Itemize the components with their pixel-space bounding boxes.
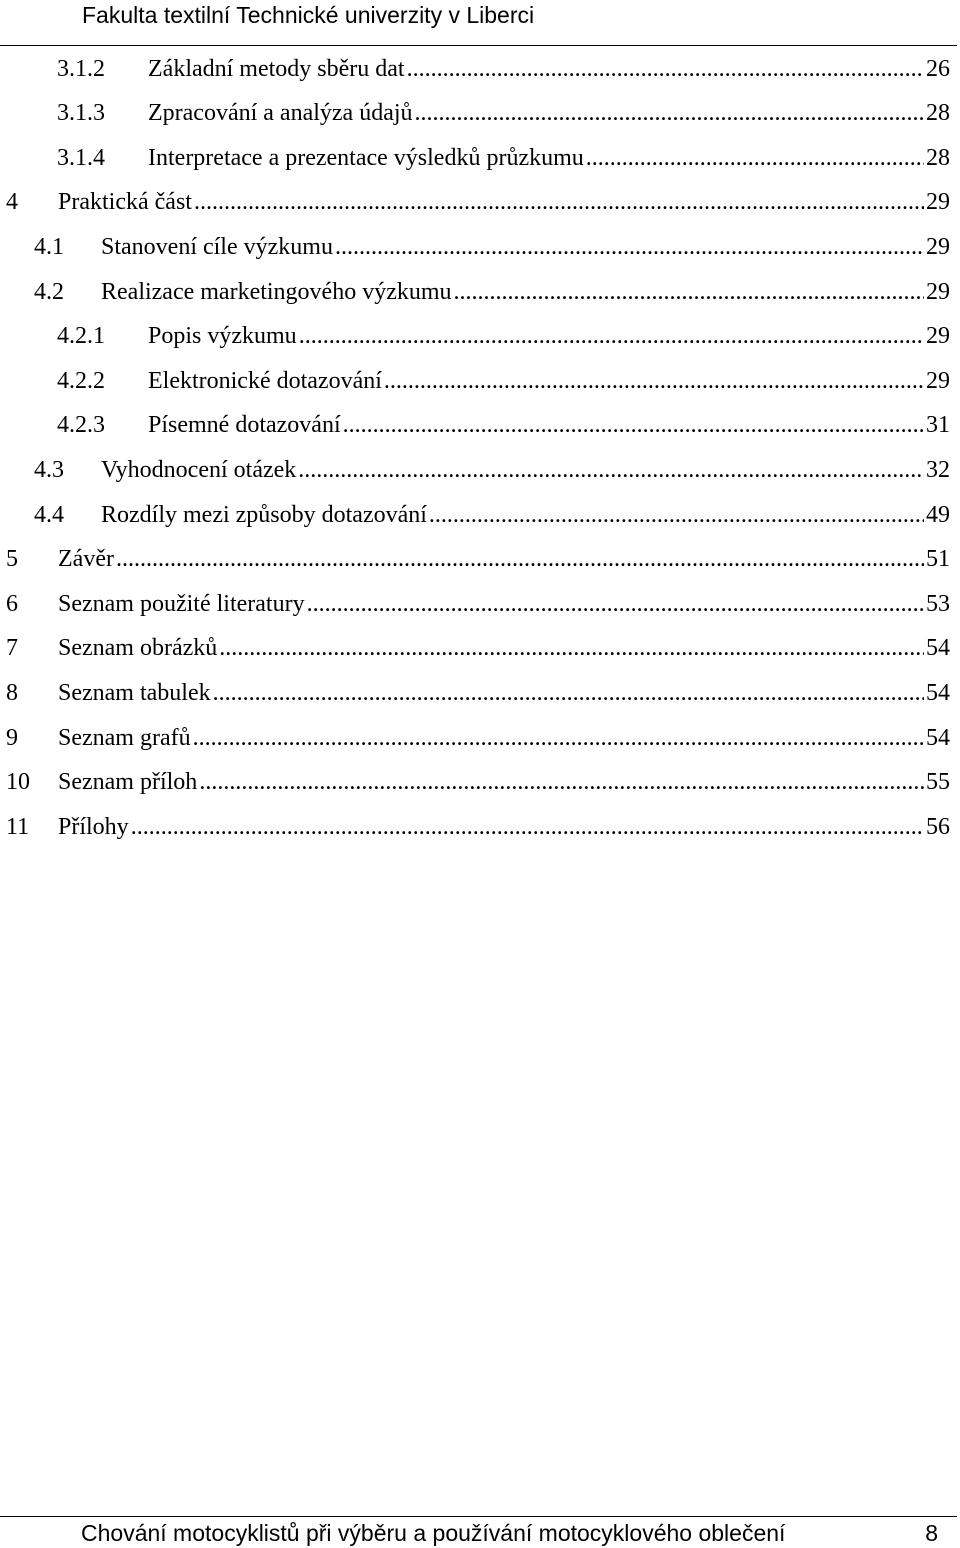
toc-entry-title: Seznam příloh <box>58 769 198 796</box>
toc-dot-leader <box>454 279 924 306</box>
toc-entry[interactable] <box>57 359 950 403</box>
toc-entry-title: Přílohy <box>58 813 129 840</box>
toc-dot-leader <box>407 56 924 83</box>
header-divider <box>0 45 957 46</box>
toc-entry-number: 4 <box>6 189 18 216</box>
toc-entry-title: Seznam použité literatury <box>58 590 305 617</box>
toc-entry-number: 4.2.2 <box>57 367 105 394</box>
toc-entry[interactable] <box>57 47 950 91</box>
toc-entry[interactable] <box>34 448 950 492</box>
toc-dot-leader <box>335 234 924 261</box>
toc-entry-title: Interpretace a prezentace výsledků průzkumu <box>148 144 584 171</box>
toc-entry-number: 7 <box>6 635 18 662</box>
toc-entry-title: Zpracování a analýza údajů <box>148 100 413 127</box>
toc-entry-number: 3.1.4 <box>57 144 105 171</box>
page-number: 8 <box>925 1520 938 1546</box>
toc-entry-page: 28 <box>926 100 950 127</box>
toc-entry-number: 8 <box>6 679 18 706</box>
toc-entry-title: Elektronické dotazování <box>148 367 382 394</box>
toc-dot-leader <box>194 189 924 216</box>
toc-entry-page: 54 <box>926 724 950 751</box>
toc-entry-title: Seznam tabulek <box>58 679 211 706</box>
toc-dot-leader <box>193 725 924 752</box>
footer-title: Chování motocyklistů při výběru a používání motocyklového oblečení <box>81 1520 786 1546</box>
toc-entry-title: Základní metody sběru dat <box>148 55 405 82</box>
toc-dot-leader <box>415 100 924 127</box>
toc-entry-page: 29 <box>926 278 950 305</box>
header-title: Fakulta textilní Technické univerzity v Liberci <box>82 2 535 28</box>
toc-entry[interactable] <box>57 315 950 359</box>
toc-entry[interactable] <box>6 761 950 805</box>
toc-entry-page: 32 <box>926 456 950 483</box>
toc-dot-leader <box>299 323 924 350</box>
toc-entry-page: 56 <box>926 813 950 840</box>
toc-entry-number: 3.1.3 <box>57 100 105 127</box>
toc-entry-page: 26 <box>926 55 950 82</box>
toc-entry-title: Seznam obrázků <box>58 635 218 662</box>
toc-entry-page: 29 <box>926 189 950 216</box>
toc-entry-number: 3.1.2 <box>57 55 105 82</box>
toc-entry-page: 49 <box>926 501 950 528</box>
toc-entry-number: 4.1 <box>34 233 64 260</box>
toc-entry-number: 11 <box>6 813 30 840</box>
toc-entry-title: Praktická část <box>58 189 192 216</box>
toc-entry-number: 5 <box>6 546 18 573</box>
toc-dot-leader <box>219 635 924 662</box>
toc-entry[interactable] <box>6 582 950 626</box>
toc-entry-title: Popis výzkumu <box>148 323 297 350</box>
toc-entry-title: Závěr <box>58 546 114 573</box>
toc-entry[interactable] <box>34 225 950 269</box>
toc-entry[interactable] <box>57 404 950 448</box>
toc-entry-page: 28 <box>926 144 950 171</box>
toc-dot-leader <box>298 457 924 484</box>
toc-entry[interactable] <box>57 92 950 136</box>
toc-entry[interactable] <box>6 805 950 849</box>
toc-dot-leader <box>307 591 924 618</box>
toc-entry-page: 29 <box>926 233 950 260</box>
toc-entry-page: 53 <box>926 590 950 617</box>
toc-entry-title: Rozdíly mezi způsoby dotazování <box>101 501 427 528</box>
toc-entry[interactable] <box>34 270 950 314</box>
toc-entry[interactable] <box>57 136 950 180</box>
toc-entry-page: 29 <box>926 323 950 350</box>
toc-entry[interactable] <box>6 671 950 715</box>
toc-dot-leader <box>213 680 924 707</box>
toc-entry-page: 54 <box>926 635 950 662</box>
toc-entry-number: 6 <box>6 590 18 617</box>
toc-entry-number: 4.4 <box>34 501 64 528</box>
toc-dot-leader <box>131 814 924 841</box>
toc-dot-leader <box>384 368 924 395</box>
footer-divider <box>0 1516 957 1517</box>
toc-dot-leader <box>199 769 924 796</box>
toc-entry[interactable] <box>6 181 950 225</box>
toc-entry-title: Realizace marketingového výzkumu <box>101 278 452 305</box>
toc-dot-leader <box>116 546 924 573</box>
toc-entry-page: 29 <box>926 367 950 394</box>
toc-entry[interactable] <box>6 716 950 760</box>
toc-entry-number: 4.2.1 <box>57 323 105 350</box>
toc-dot-leader <box>586 145 924 172</box>
toc-entry[interactable] <box>6 627 950 671</box>
toc-entry-page: 54 <box>926 679 950 706</box>
toc-entry[interactable] <box>6 538 950 582</box>
toc-entry-number: 10 <box>6 769 30 796</box>
toc-entry-title: Seznam grafů <box>58 724 191 751</box>
toc-entry-page: 51 <box>926 546 950 573</box>
toc-entry-number: 4.2.3 <box>57 412 105 439</box>
toc-entry[interactable] <box>34 493 950 537</box>
toc-entry-page: 55 <box>926 769 950 796</box>
toc-entry-number: 9 <box>6 724 18 751</box>
toc-entry-number: 4.3 <box>34 456 64 483</box>
toc-entry-page: 31 <box>926 412 950 439</box>
toc-entry-number: 4.2 <box>34 278 64 305</box>
toc-entry-title: Vyhodnocení otázek <box>101 456 297 483</box>
toc-dot-leader <box>429 502 924 529</box>
toc-entry-title: Písemné dotazování <box>148 412 341 439</box>
toc-dot-leader <box>343 412 924 439</box>
toc-entry-title: Stanovení cíle výzkumu <box>101 233 333 260</box>
